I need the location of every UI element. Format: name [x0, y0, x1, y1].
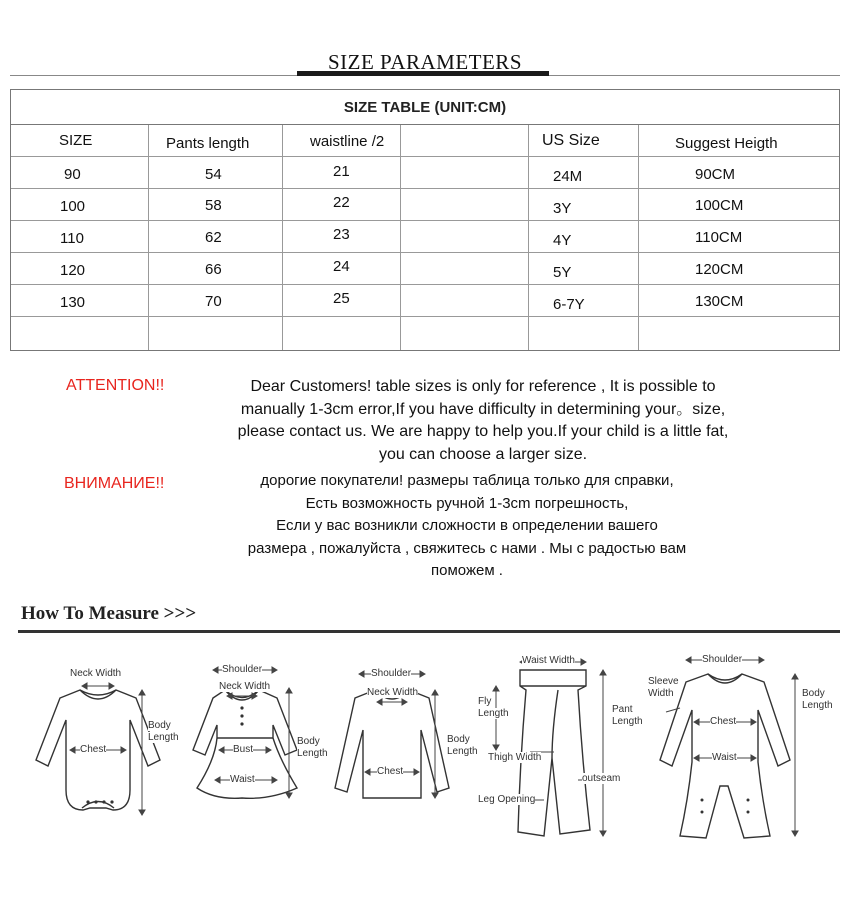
pants-pant-length-label: Length [612, 716, 643, 727]
dress-length-label: Length [297, 748, 328, 759]
bodysuit-diagram [18, 650, 188, 850]
attention-ru-line: поможем . [431, 562, 503, 579]
shirt-shoulder-label: Shoulder [371, 668, 412, 679]
cell-us-size: 24M [553, 168, 583, 185]
cell-pants-length: 70 [205, 293, 222, 310]
cell-size: 110 [60, 230, 84, 247]
pants-pant-label: Pant [612, 704, 633, 715]
attention-text-ru [176, 470, 758, 583]
dress-shoulder-label: Shoulder [222, 664, 263, 675]
attention-label-ru: ВНИМАНИЕ!! [64, 475, 165, 492]
cell-pants-length: 54 [205, 166, 222, 183]
romper-sleeve-width-label: Width [648, 688, 674, 699]
attention-label-en: ATTENTION!! [66, 377, 165, 394]
attention-ru-line: размера , пожалуйста , свяжитесь с нами . Мы с радостью вам [247, 539, 687, 557]
table-row [11, 285, 839, 317]
pants-diagram [478, 650, 648, 850]
pants-illustration [478, 650, 648, 850]
cell-us-size: 4Y [553, 232, 572, 249]
cell-size: 100 [60, 198, 86, 215]
romper-diagram [640, 650, 833, 850]
header-suggest-height: Suggest Heigth [675, 135, 778, 152]
cell-us-size: 5Y [553, 264, 572, 281]
how-to-measure-divider [18, 630, 840, 633]
dress-neck-width-label: Neck Width [219, 681, 271, 692]
attention-en-line: manually 1-3cm error,If you have difficulty in determining your。size, [240, 400, 726, 418]
cell-suggest-height: 100CM [695, 197, 744, 214]
dress-waist-label: Waist [230, 774, 255, 785]
cell-waistline: 21 [333, 163, 350, 180]
bodysuit-chest-label: Chest [80, 744, 107, 755]
cell-waistline: 25 [333, 290, 350, 307]
table-row [11, 221, 839, 253]
attention-text-en [188, 376, 778, 466]
cell-us-size: 3Y [553, 200, 572, 217]
cell-suggest-height: 110CM [695, 229, 743, 246]
size-table [10, 89, 840, 351]
how-to-measure-title: How To Measure >>> [21, 603, 197, 624]
attention-ru-line: Есть возможность ручной 1-3cm погрешность, [305, 494, 629, 512]
pants-waist-width-label: Waist Width [522, 655, 575, 666]
table-caption: SIZE TABLE (UNIT:CM) [11, 90, 839, 125]
cell-us-size: 6-7Y [553, 296, 585, 313]
table-grid [11, 125, 839, 350]
bodysuit-body-label: Body [148, 720, 171, 731]
bodysuit-neck-width-label: Neck Width [70, 668, 122, 679]
cell-waistline: 23 [333, 226, 350, 243]
romper-sleeve-label: Sleeve [648, 676, 679, 687]
table-row [11, 317, 839, 350]
cell-size: 120 [60, 262, 86, 279]
attention-en-line: please contact us. We are happy to help you.If your child is a little fat, [237, 423, 729, 440]
cell-suggest-height: 120CM [695, 261, 744, 278]
header-pants-length: Pants length [166, 135, 250, 152]
attention-ru-line: Если у вас возникли сложности в определении вашего [276, 517, 658, 534]
title-block [0, 50, 850, 80]
pants-fly-label: Fly [478, 696, 492, 707]
dress-bust-label: Bust [233, 744, 254, 755]
romper-body-label: Body [802, 688, 825, 699]
pants-fly-length-label: Length [478, 708, 509, 719]
cell-suggest-height: 130CM [695, 293, 744, 310]
romper-length-label: Length [802, 700, 833, 711]
header-size: SIZE [59, 132, 93, 149]
cell-pants-length: 66 [205, 261, 222, 278]
romper-shoulder-label: Shoulder [702, 654, 743, 665]
shirt-body-label: Body [447, 734, 470, 745]
cell-size: 90 [64, 166, 81, 183]
shirt-neck-width-label: Neck Width [367, 687, 419, 698]
attention-ru-line: дорогие покупатели! размеры таблица только для справки, [260, 472, 674, 489]
cell-pants-length: 58 [205, 197, 222, 214]
dress-body-label: Body [297, 736, 320, 747]
table-row [11, 253, 839, 285]
shirt-chest-label: Chest [377, 766, 404, 777]
table-row [11, 189, 839, 221]
pants-thigh-width-label: Thigh Width [488, 752, 542, 763]
table-header-row [11, 125, 839, 157]
cell-size: 130 [60, 294, 86, 311]
dress-diagram [185, 650, 330, 850]
romper-chest-label: Chest [710, 716, 737, 727]
attention-en-line: you can choose a larger size. [378, 445, 588, 463]
page-title: SIZE PARAMETERS [327, 50, 522, 74]
pants-leg-opening-label: Leg Opening [478, 794, 536, 805]
romper-waist-label: Waist [712, 752, 737, 763]
header-waistline: waistline /2 [310, 133, 385, 150]
cell-waistline: 24 [333, 258, 350, 275]
cell-pants-length: 62 [205, 229, 222, 246]
table-row [11, 157, 839, 189]
attention-en-line: Dear Customers! table sizes is only for reference , It is possible to [250, 378, 716, 395]
cell-waistline: 22 [333, 194, 350, 211]
shirt-length-label: Length [447, 746, 478, 757]
bodysuit-length-label: Length [148, 732, 179, 743]
header-us-size: US Size [542, 132, 600, 149]
shirt-diagram [325, 650, 480, 850]
pants-outseam-label: outseam [582, 773, 621, 784]
cell-suggest-height: 90CM [695, 166, 736, 183]
